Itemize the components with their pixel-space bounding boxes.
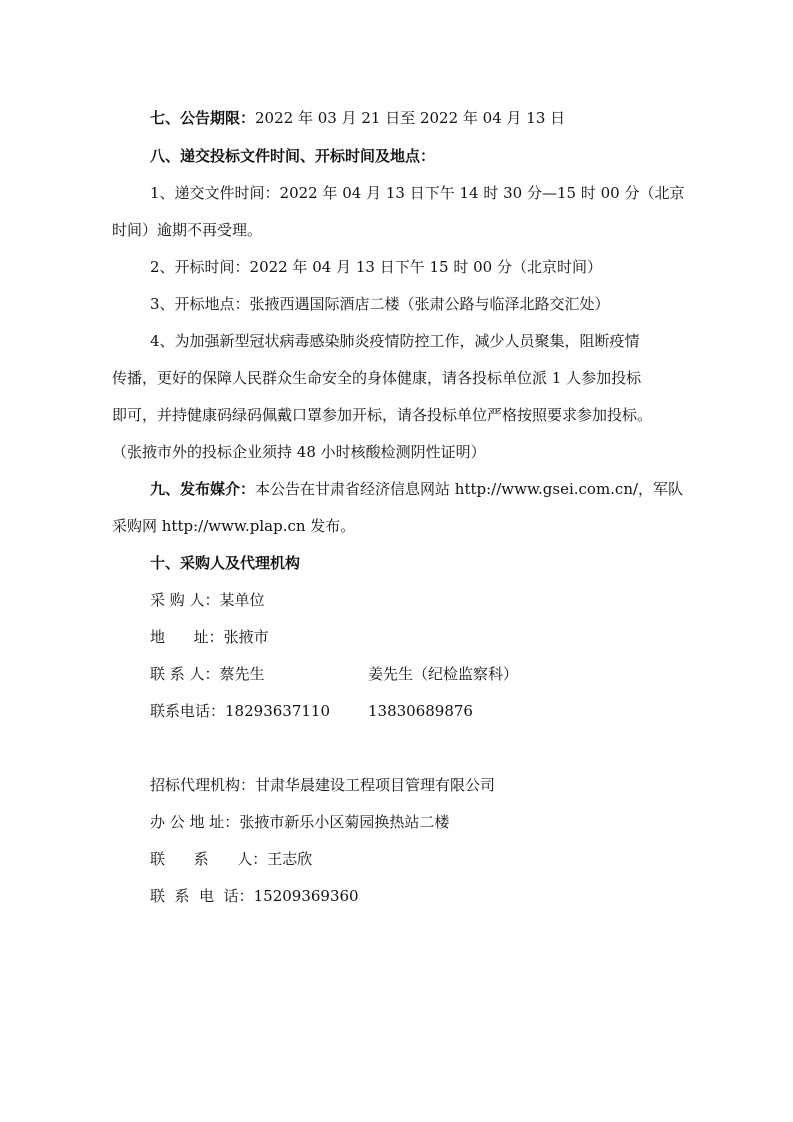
contact-row	[150, 664, 265, 684]
phone-row	[150, 701, 330, 721]
agency-name-label: 招标代理机构：	[150, 776, 256, 794]
section8-item4-line1: 4、为加强新型冠状病毒感染肺炎疫情防控工作，减少人员聚集，阻断疫情	[150, 332, 640, 350]
purchaser-value: 某单位	[219, 591, 265, 609]
address-row	[150, 627, 269, 647]
section9-text-line2: 采购网 http://www.plap.cn 发布。	[112, 517, 356, 535]
section10-heading: 十、采购人及代理机构	[150, 554, 301, 572]
section9-heading: 九、发布媒介：	[150, 480, 256, 498]
section8-item1-line2: 时间）逾期不再受理。	[112, 221, 263, 239]
section9-text-line1: 本公告在甘肃省经济信息网站 http://www.gsei.com.cn/，军队	[255, 480, 684, 498]
section8-item2: 2、开标时间：2022 年 04 月 13 日下午 15 时 00 分（北京时间）	[150, 258, 602, 276]
section8-item4-line3: 即可，并持健康码绿码佩戴口罩参加开标，请各投标单位严格按照要求参加投标。	[112, 406, 653, 424]
agency-contact-value: 王志欣	[267, 850, 313, 868]
section7-heading: 七、公告期限：	[150, 109, 256, 127]
phone-value-2: 13830689876	[368, 702, 473, 720]
contact-value-1: 蔡先生	[219, 665, 265, 683]
address-value: 张掖市	[223, 628, 269, 646]
agency-phone-label: 联 系 电 话：	[150, 887, 254, 905]
agency-office-row	[150, 812, 449, 832]
phone-label: 联系电话：	[150, 702, 226, 720]
announcement-period	[150, 108, 565, 128]
contact-label: 联 系 人：	[150, 665, 220, 683]
agency-office-value: 张掖市新乐小区菊园换热站二楼	[239, 813, 450, 831]
agency-contact-label: 联 系 人：	[150, 850, 268, 868]
section8-item4-line2: 传播，更好的保障人民群众生命安全的身体健康，请各投标单位派 1 人参加投标	[112, 369, 642, 387]
publication-media	[150, 479, 683, 499]
agency-name-value: 甘肃华晨建设工程项目管理有限公司	[255, 776, 496, 794]
agency-contact-row	[150, 849, 312, 869]
agency-name-row	[150, 775, 495, 795]
section8-item4-line4: （张掖市外的投标企业须持 48 小时核酸检测阴性证明）	[112, 443, 486, 461]
section8-item3: 3、开标地点：张掖西遇国际酒店二楼（张肃公路与临泽北路交汇处）	[150, 295, 610, 313]
purchaser-label: 采 购 人：	[150, 591, 220, 609]
section8-heading: 八、递交投标文件时间、开标时间及地点：	[150, 147, 436, 165]
address-label: 地 址：	[150, 628, 224, 646]
phone-value-1: 18293637110	[225, 702, 330, 720]
agency-phone-row	[150, 886, 359, 906]
purchaser-row	[150, 590, 265, 610]
section7-text: 2022 年 03 月 21 日至 2022 年 04 月 13 日	[255, 109, 566, 127]
agency-phone-value: 15209369360	[253, 887, 359, 905]
section8-item1-line1: 1、递交文件时间：2022 年 04 月 13 日下午 14 时 30 分—15 时 00 分（北京	[150, 184, 685, 202]
agency-office-label: 办 公 地 址：	[150, 813, 240, 831]
contact-value-2: 姜先生（纪检监察科）	[368, 665, 519, 683]
